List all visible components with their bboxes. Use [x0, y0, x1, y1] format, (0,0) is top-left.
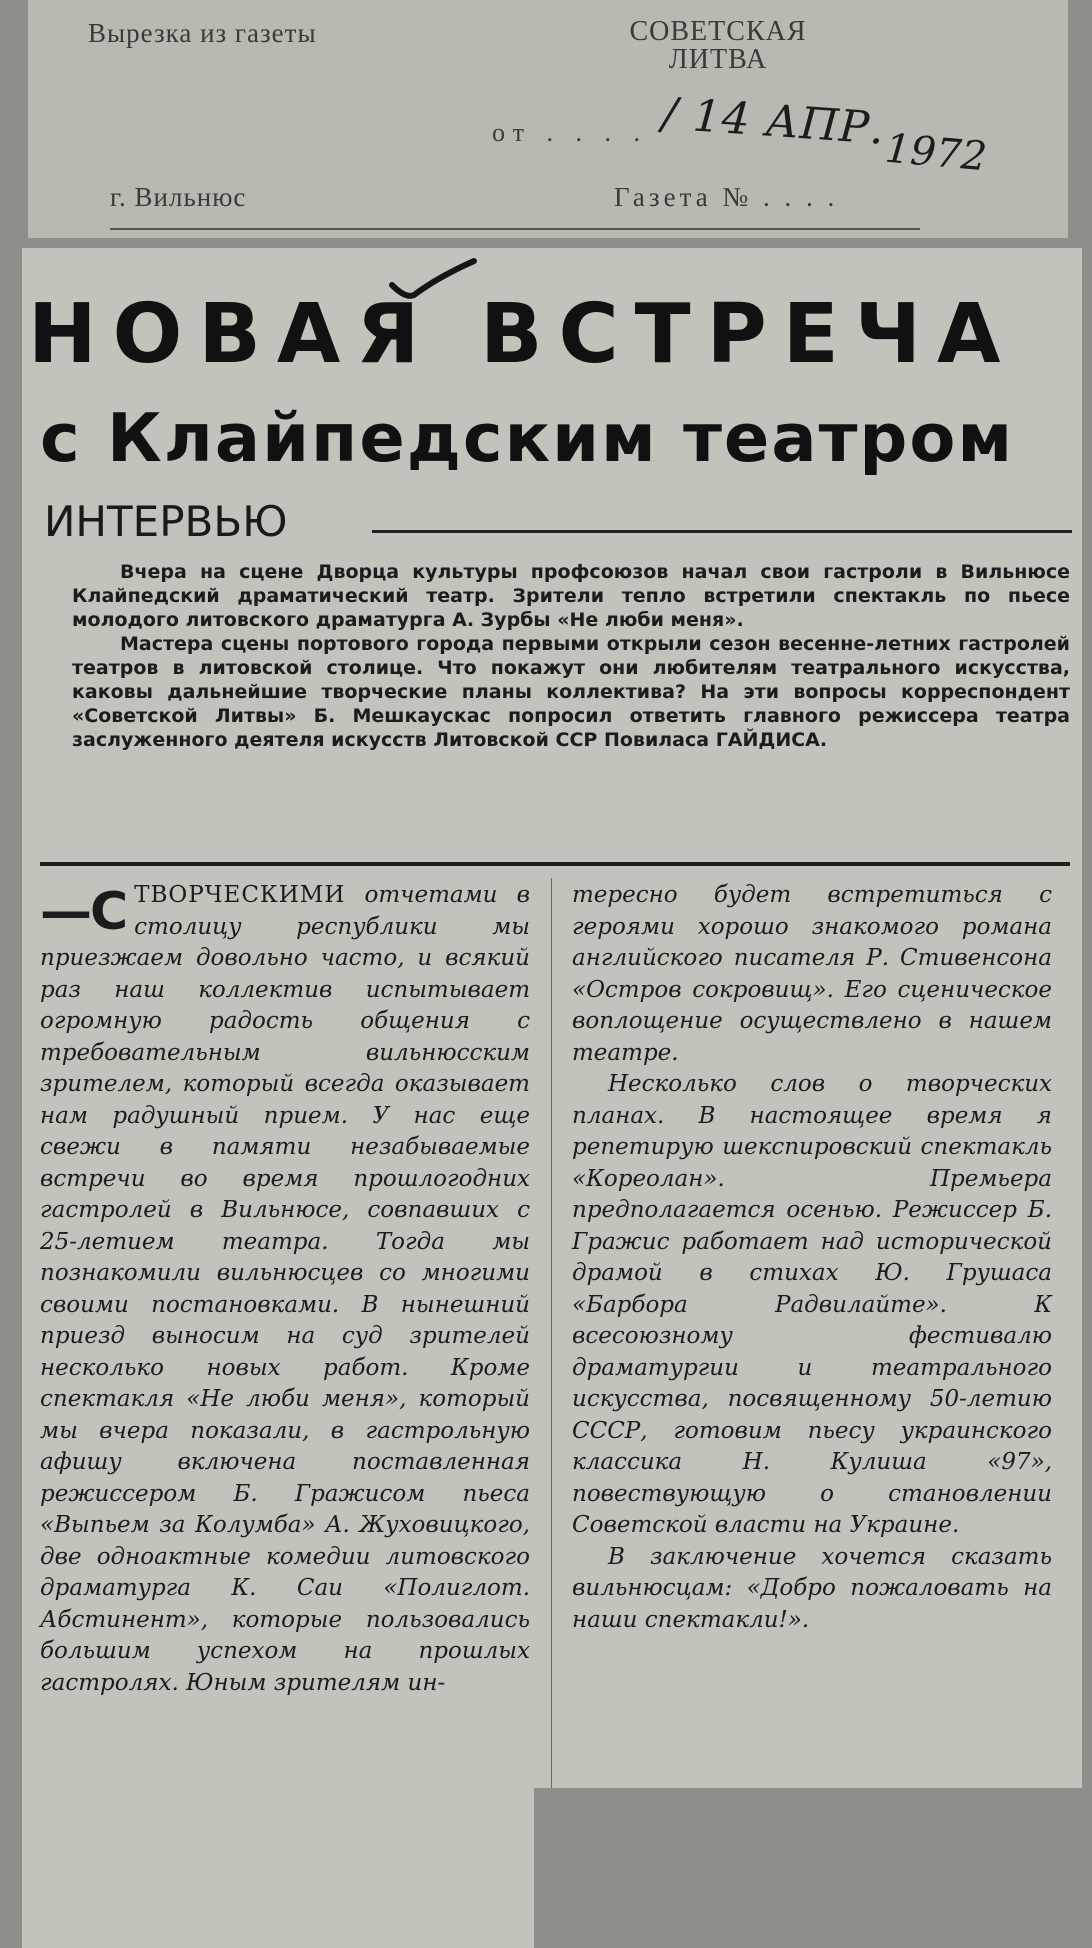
- slip-underline: [110, 228, 920, 230]
- newspaper-name: СОВЕТСКАЯ ЛИТВА: [629, 16, 807, 75]
- lead-paragraph: Мастера сцены портового города первыми открыли сезон весенне-летних гастролей театров в литовской столице. Что покажут они любителям театрального искусства, каковы дальнейшие творческие планы коллектива? На эти вопросы корреспондент «Советской Литвы» Б. Мешкаускас попросил ответить главного режиссера театра заслуженного деятеля искусств Литовской ССР Повиласа ГАЙДИСА.: [72, 633, 1070, 751]
- article-column-right: [572, 880, 1052, 1636]
- drop-cap: —С: [40, 882, 127, 942]
- column-paragraph: Несколько слов о творческих планах. В настоящее время я репетирую шекспировский спектакль «Кореолан». Премьера предполагается осенью. Режиссер Б. Гражис работает над исторической драмой в стихах Ю. Грушаса «Барбора Радвилайте». К всесоюзному фестивалю драматургии и театрального искусства, посвященному 50-летию СССР, готовим пьесу украинского классика Н. Кулиша «97», повествующую о становлении Советской власти на Украине.: [572, 1071, 1052, 1538]
- first-words: ТВОРЧЕСКИМИ: [134, 882, 346, 908]
- handwritten-date: / 14 АПР.: [660, 88, 887, 155]
- article-subheadline: с Клайпедским театром: [40, 399, 1015, 477]
- newspaper-number: Газета № . . . .: [614, 182, 839, 212]
- handwritten-checkmark-icon: [388, 255, 478, 305]
- article-rubric: ИНТЕРВЬЮ: [44, 497, 288, 546]
- body-separator: [40, 862, 1070, 866]
- article-headline: НОВАЯ ВСТРЕЧА: [28, 287, 1017, 382]
- column-paragraph: В заключение хочется сказать вильнюсцам: «Добро пожаловать на наши спектакли!».: [572, 1543, 1052, 1633]
- rubric-rule: [372, 530, 1072, 533]
- handwritten-year: 1972: [883, 125, 989, 181]
- column-divider: [551, 878, 552, 1788]
- date-prefix: от . . . .: [492, 118, 649, 147]
- article-column-left: [40, 880, 530, 1699]
- clipping-lower-tail: [22, 1788, 534, 1948]
- column-text: отчетами в столицу республики мы приезжаем довольно часто, и всякий раз наш коллектив испытывает огромную радость общения с требовательным вильнюсским зрителем, который всегда оказывает нам радушный прием. У нас еще свежи в памяти незабываемые встречи во время прошлогодних гастролей в Вильнюсе, совпавших с 25-летием театра. Тогда мы познакомили вильнюсцев со многими своими постановками. В нынешний приезд выносим на суд зрителей несколько новых работ. Кроме спектакля «Не люби меня», который мы вчера показали, в гастрольную афишу включена поставленная режиссером Б. Гражисом пьеса «Выпьем за Колумба» А. Жуховицкого, две одноактные комедии литовского драматурга К. Саи «Полиглот. Абстинент», которые пользовались большим успехом на прошлых гастролях. Юным зрителям ин-: [40, 882, 530, 1696]
- column-paragraph: тересно будет встретиться с героями хорошо знакомого романа английского писателя Р. Стивенсона «Остров сокровищ». Его сценическое воплощение осуществлено в нашем театре.: [572, 882, 1052, 1066]
- lead-paragraph: Вчера на сцене Дворца культуры профсоюзов начал свои гастроли в Вильнюсе Клайпедский драматический театр. Зрители тепло встретили спектакль по пьесе молодого литовского драматурга А. Зурбы «Не люби меня».: [72, 561, 1070, 631]
- slip-label: Вырезка из газеты: [88, 18, 317, 48]
- city-label: г. Вильнюс: [110, 182, 247, 212]
- article-lead: [72, 560, 1070, 752]
